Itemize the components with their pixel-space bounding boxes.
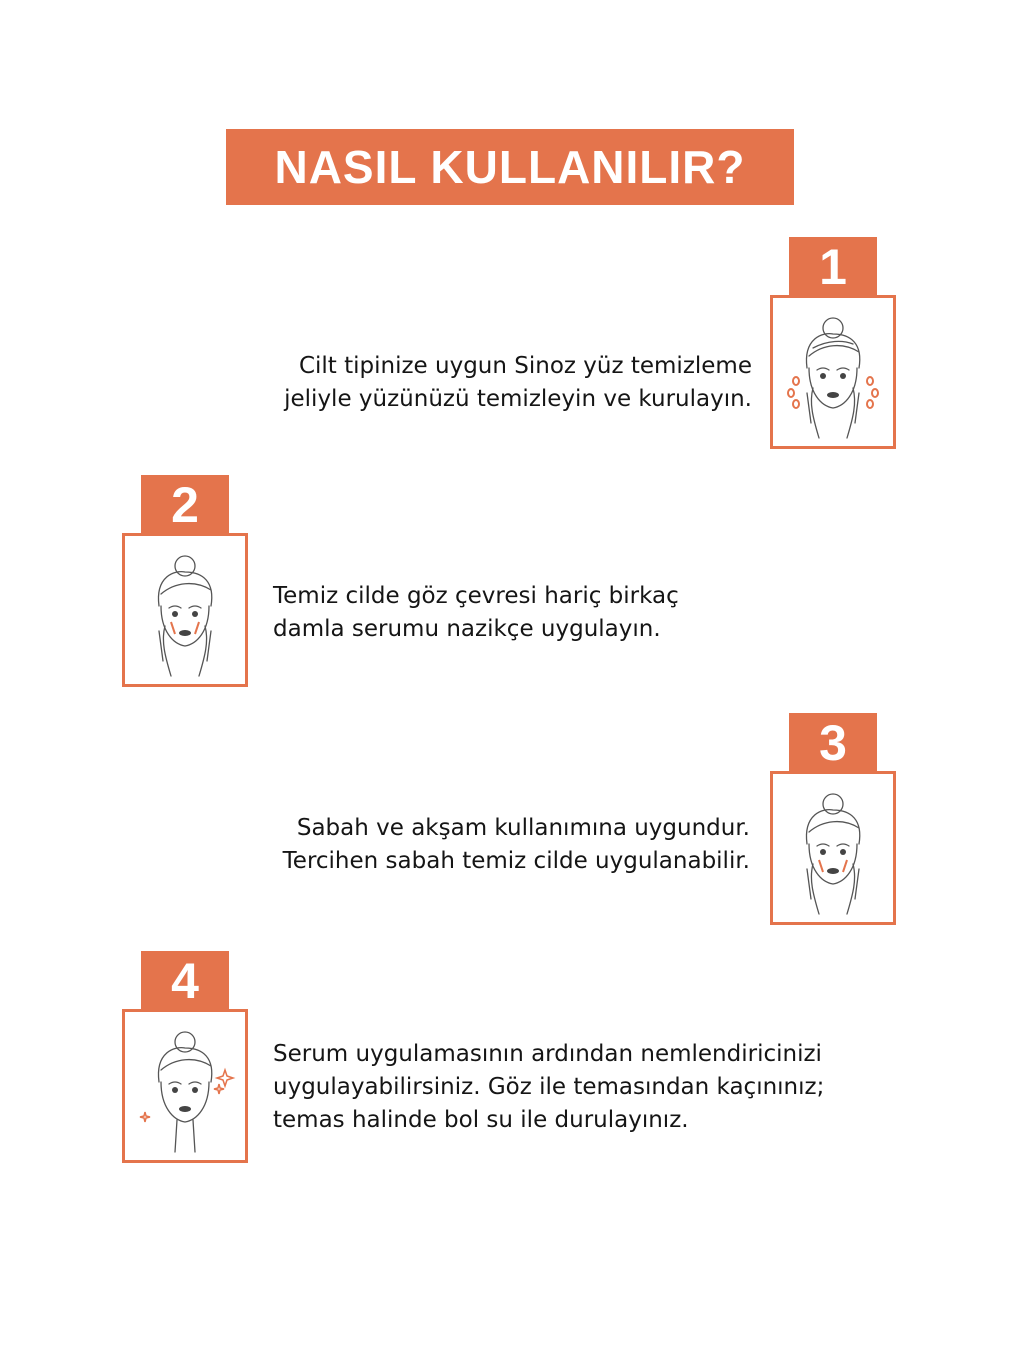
step-2-description <box>273 580 679 646</box>
step-illustration-frame <box>770 771 896 925</box>
face-glow-icon <box>125 1012 245 1160</box>
step-4-description <box>273 1038 824 1137</box>
step-illustration-frame <box>122 1009 248 1163</box>
text-line: jeliyle yüzünüzü temizleyin ve kurulayın. <box>284 386 752 412</box>
text-line: temas halinde bol su ile durulayınız. <box>273 1107 689 1133</box>
face-washing-icon <box>773 298 893 446</box>
step-4-badge <box>122 951 248 1166</box>
step-2-badge <box>122 475 248 690</box>
step-1-badge <box>770 237 896 452</box>
step-number: 4 <box>171 953 199 1009</box>
text-line: damla serumu nazikçe uygulayın. <box>273 616 661 642</box>
step-number: 2 <box>171 477 199 533</box>
step-number-tab <box>141 951 229 1011</box>
step-number-tab <box>789 237 877 297</box>
step-number-tab <box>141 475 229 535</box>
page-title-banner <box>226 129 794 205</box>
step-number: 1 <box>819 239 847 295</box>
text-line: Tercihen sabah temiz cilde uygulanabilir. <box>282 848 750 874</box>
text-line: Sabah ve akşam kullanımına uygundur. <box>296 815 750 841</box>
step-3-badge <box>770 713 896 928</box>
text-line: Temiz cilde göz çevresi hariç birkaç <box>273 583 679 609</box>
text-line: Serum uygulamasının ardından nemlendiricinizi <box>273 1041 822 1067</box>
text-line: Cilt tipinize uygun Sinoz yüz temizleme <box>298 353 752 379</box>
page-title: NASIL KULLANILIR? <box>274 141 746 193</box>
step-illustration-frame <box>122 533 248 687</box>
text-line: uygulayabilirsiniz. Göz ile temasından kaçınınız; <box>273 1074 825 1100</box>
step-1-description <box>284 350 752 416</box>
step-number-tab <box>789 713 877 773</box>
step-illustration-frame <box>770 295 896 449</box>
step-number: 3 <box>819 715 847 771</box>
face-serum-apply-icon <box>773 774 893 922</box>
face-serum-apply-icon <box>125 536 245 684</box>
step-3-description <box>283 812 750 878</box>
